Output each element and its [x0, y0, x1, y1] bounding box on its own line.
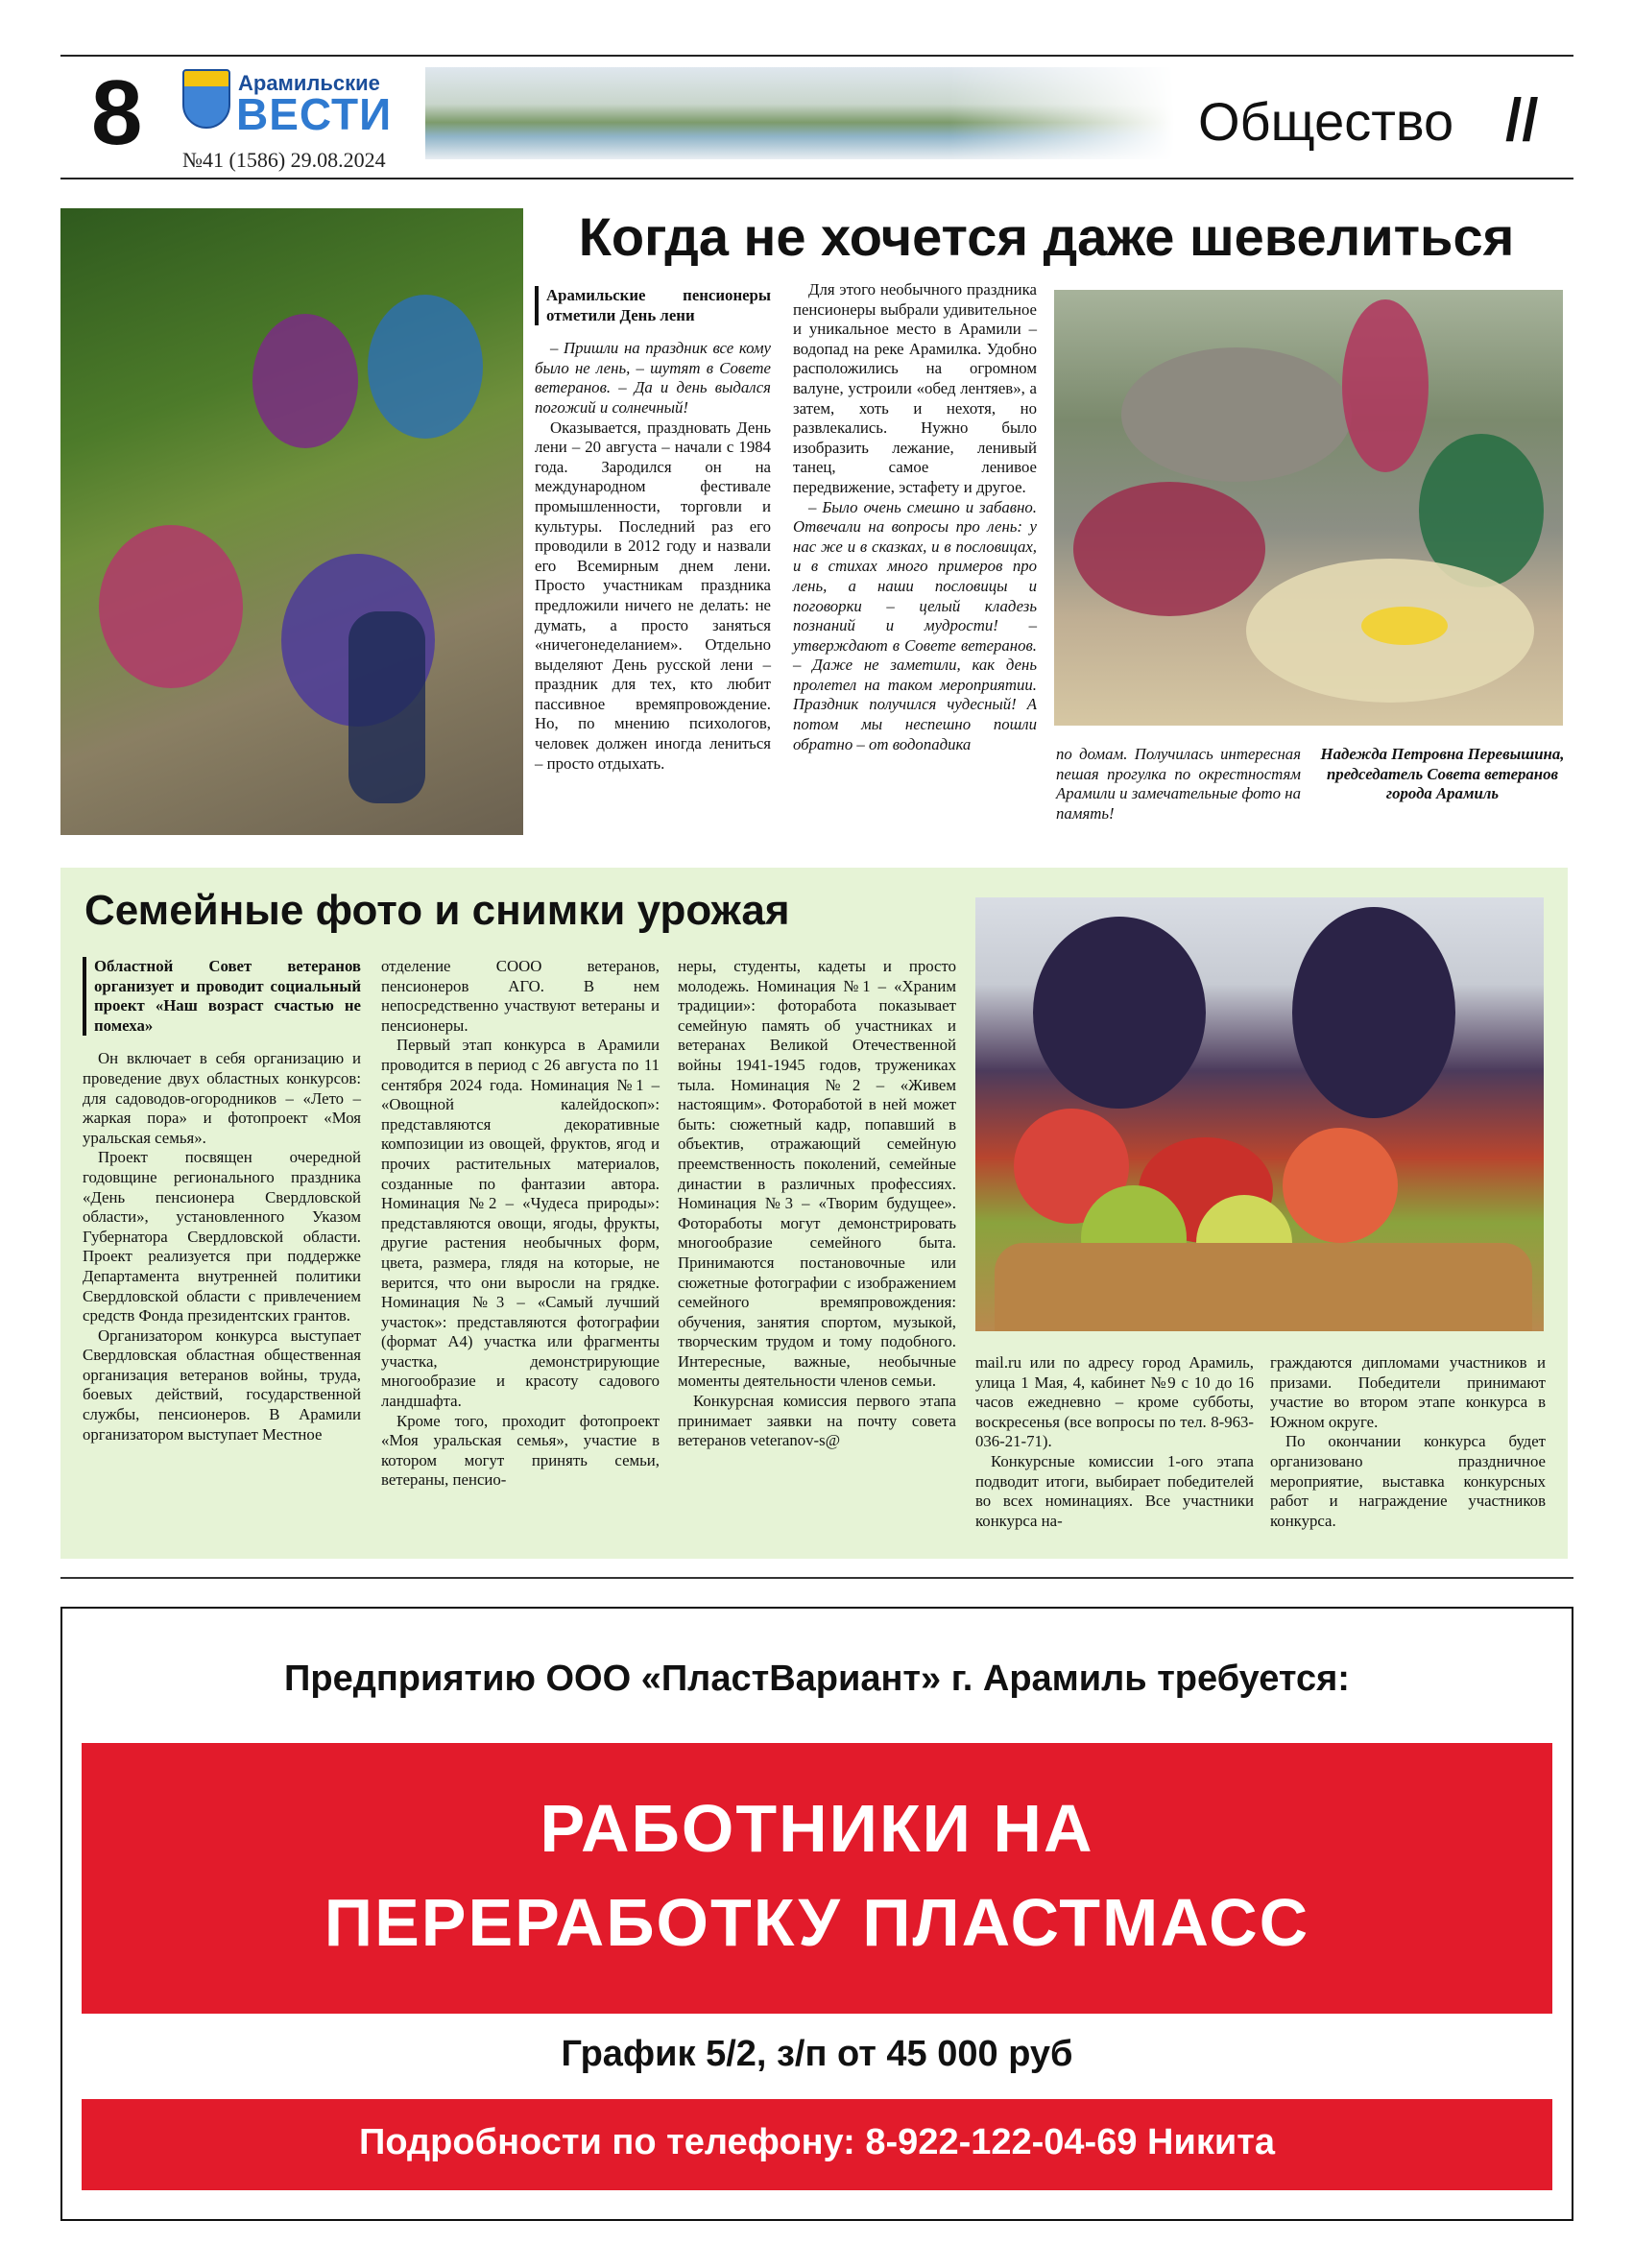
- article1-column-1: [535, 286, 771, 774]
- article2-lead-text: Областной Совет ветеранов организует и проводит социальный проект «Наш возраст счастью не помеха»: [94, 957, 361, 1035]
- article1-title: Когда не хочется даже шевелиться: [578, 206, 1515, 267]
- article2-paragraph: Он включает в себя организацию и проведение двух областных конкурсов: для садоводов-огородников – «Лето – жаркая пора» и фотопроект «Моя уральская семья».: [83, 1049, 361, 1147]
- article2-paragraph: mail.ru или по адресу город Арамиль, улица 1 Мая, 4, кабинет №9 с 10 до 16 часов ежедневно – кроме субботы, воскресенья (все вопросы по тел. 8-963-036-21-71).: [975, 1353, 1254, 1451]
- article2-paragraph: отделение СООО ветеранов, пенсионеров АГО. В нем непосредственно участвуют ветераны и пенсионеры.: [381, 957, 660, 1035]
- section-slash-icon: //: [1505, 87, 1539, 154]
- article1-column-3: по домам. Получилась интересная пешая прогулка по окрестностям Арамили и замечательные фото на память!: [1056, 745, 1301, 823]
- article2-column-3: [678, 957, 956, 1451]
- article2-paragraph: Проект посвящен очередной годовщине регионального праздника «День пенсионера Свердловской области», установленного Указом Губернатора Свердловской области. Проект реализуется при поддержке Департамента внутренней политики Свердловской области с привлечением средств Фонда президентских грантов.: [83, 1148, 361, 1325]
- article1-lead-text: Арамильские пенсионеры отметили День лени: [546, 286, 771, 324]
- photo-pensioners-resting: [60, 208, 523, 835]
- article2-paragraph: граждаются дипломами участников и призами. Победители принимают участие во втором этапе конкурса в Южном округе.: [1270, 1353, 1546, 1431]
- article1-quote: – Пришли на праздник все кому было не лень, – шутят в Совете ветеранов. – Да и день выдался погожий и солнечный!: [535, 339, 771, 417]
- article1-paragraph: Оказывается, праздновать День лени – 20 августа – начали с 1984 года. Зародился он на международном фестивале промышленности, торговли и культуры. Последний раз его проводили в 2012 году и назвали его Всемирным днем лени. Просто участникам праздника предложили ничего не делать: не думать, а просто заняться «ничегонеделанием». Отдельно выделяют День русской лени – праздник для тех, кто любит пассивное времяпровождение. Но, по мнению психологов, человек должен иногда лениться – просто отдыхать.: [535, 418, 771, 773]
- header-rule: [60, 178, 1573, 179]
- ad-headline-line-1: РАБОТНИКИ НА: [540, 1791, 1094, 1866]
- ad-schedule: График 5/2, з/п от 45 000 руб: [561, 2034, 1073, 2074]
- article2-lead: [83, 957, 361, 1036]
- article2-paragraph: Первый этап конкурса в Арамили проводится в период с 26 августа по 11 сентября 2024 года. Номинация №1 – «Овощной калейдоскоп»: представляются декоративные композиции из овощей, фруктов, ягод и прочих растительных материалов, созданные по фантазии автора. Номинация №2 – «Чудеса природы»: представляются овощи, ягоды, фрукты, другие растения необычных форм, цвета, размера, глядя на которые, не верится, что они выросли на грядке. Номинация №3 – «Самый лучший участок»: представляются фотографии (формат А4) участка или фрагменты участка, демонстрирующие многообразие и красоту садового ландшафта.: [381, 1036, 660, 1411]
- article1-signature: Надежда Петровна Перевышина, председатель Совета ветеранов города Арамиль: [1320, 745, 1565, 803]
- top-rule: [60, 55, 1573, 57]
- article2-paragraph: Кроме того, проходит фотопроект «Моя уральская семья», участие в котором могут принять семьи, ветераны, пенсио-: [381, 1411, 660, 1490]
- article2-column-1: [83, 957, 361, 1444]
- article1-quote: – Было очень смешно и забавно. Отвечали на вопросы про лень: у нас же и в сказках, и в пословицах, и в стихах много примеров про лень, а наши пословицы и поговорки – целый кладезь познаний и мудрости! – утверждают в Совете ветеранов. – Даже не заметили, как день пролетел на таком мероприятии. Праздник получился чудесный! А потом мы неспешно пошли обратно – от водопадика: [793, 497, 1037, 753]
- ad-headline-line-2: ПЕРЕРАБОТКУ ПЛАСТМАСС: [324, 1885, 1310, 1960]
- ad-headline-block: [82, 1743, 1552, 2014]
- ad-company-line: Предприятию ООО «ПластВариант» г. Арамиль требуется:: [284, 1659, 1350, 1699]
- article2-column-5: [1270, 1353, 1546, 1531]
- section-divider: [60, 1577, 1573, 1579]
- article2-paragraph: Организатором конкурса выступает Свердловская областная общественная организация ветеранов войны, труда, боевых действий, государственной службы, пенсионеров. В Арамили организатором выступает Местное: [83, 1325, 361, 1444]
- ad-phone-block: [82, 2099, 1552, 2190]
- header-landscape-photo: [425, 67, 1174, 159]
- section-title: Общество: [1198, 91, 1454, 152]
- ad-phone: Подробности по телефону: 8-922-122-04-69 Никита: [359, 2122, 1275, 2162]
- article2-paragraph: неры, студенты, кадеты и просто молодежь. Номинация №1 – «Храним традиции»: фоторабота показывает семейную память об участниках и ветеранах Великой Отечественной войны 1941-1945 годов, тружениках тыла. Номинация №2 – «Живем настоящим». Фотоработой в ней может быть: сюжетный кадр, попавший в объектив, отражающий семейную преемственность поколений, семейные династии в различных профессиях. Номинация №3 – «Творим будущее». Фотоработы могут демонстрировать многообразие семейного быта. Принимаются постановочные или сюжетные фотографии с изображением семейного времяпровождения: обучения, занятия спортом, музыкой, творческим трудом и тому подобного. Интересные, важные, необычные моменты деятельности членов семьи.: [678, 957, 956, 1391]
- article1-paragraph: Для этого необычного праздника пенсионеры выбрали удивительное и уникальное место в Арамили – водопад на реке Арамилка. Удобно расположились на огромном валуне, устроили «обед лентяев», а затем, хоть и нехотя, но развлекались. Нужно было изобразить лежание, ленивый танец, самое ленивое передвижение, эстафету и другое.: [793, 280, 1037, 496]
- logo-small-text: Арамильские: [238, 71, 380, 95]
- article2-title: Семейные фото и снимки урожая: [84, 887, 790, 934]
- article2-column-2: [381, 957, 660, 1491]
- job-advertisement: [60, 1607, 1573, 2221]
- article1-column-2: [793, 280, 1037, 754]
- photo-picnic-on-boulder: [1054, 290, 1563, 726]
- page-number: 8: [91, 61, 143, 164]
- article1-lead: [535, 286, 771, 325]
- article2-column-4: [975, 1353, 1254, 1531]
- page-header: [60, 60, 1573, 177]
- article2-paragraph: Конкурсные комиссии 1-ого этапа подводит итоги, выбирает победителей во всех номинациях. Все участники конкурса на-: [975, 1451, 1254, 1530]
- logo-big-text: ВЕСТИ: [236, 89, 393, 139]
- article2-paragraph: Конкурсная комиссия первого этапа принимает заявки на почту совета ветеранов veteranov-s@: [678, 1392, 956, 1450]
- issue-info: №41 (1586) 29.08.2024: [182, 148, 386, 172]
- ad-headline: [82, 1781, 1552, 1970]
- coat-of-arms-icon: [182, 69, 230, 129]
- article2-paragraph: По окончании конкурса будет организовано праздничное мероприятие, выставка конкурсных работ и награждение участников конкурса.: [1270, 1432, 1546, 1530]
- photo-harvest-basket: [975, 897, 1544, 1331]
